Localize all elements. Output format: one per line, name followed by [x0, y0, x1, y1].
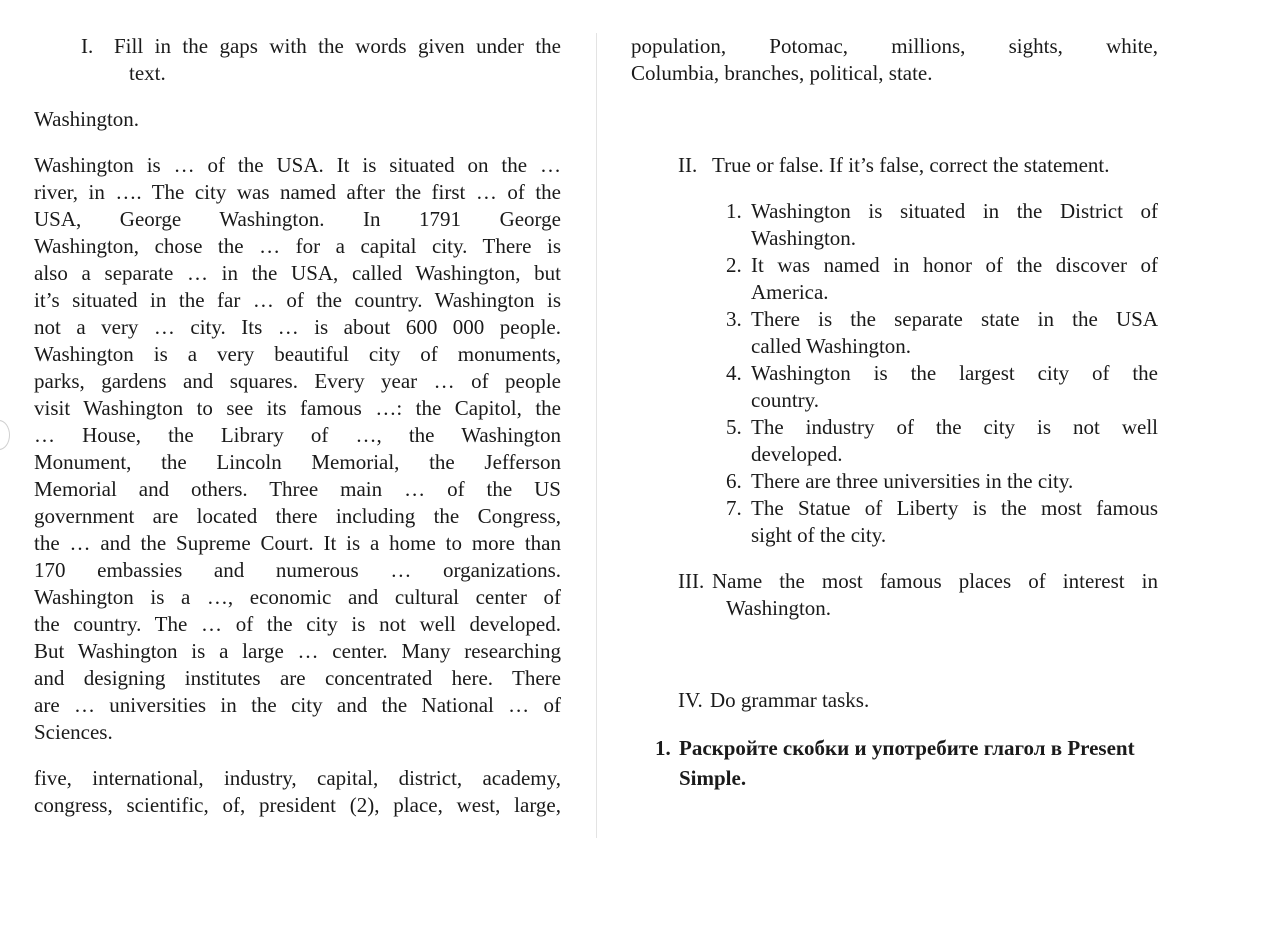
- passage-line: 170 embassies and numerous … organizations.: [34, 558, 561, 582]
- passage-line: the … and the Supreme Court. It is a home to more than: [34, 531, 561, 555]
- right-column: [631, 33, 1158, 793]
- section-3-title-line-1: Name the most famous places of interest in: [712, 569, 1158, 593]
- passage-line: also a separate … in the USA, called Washington, but: [34, 261, 561, 285]
- section-1-title-line-2: text.: [129, 61, 166, 85]
- section-2-title: True or false. If it’s false, correct the statement.: [712, 153, 1110, 177]
- word-bank-left: [34, 765, 561, 819]
- passage-line: USA, George Washington. In 1791 George: [34, 207, 561, 231]
- item-number: 1.: [726, 199, 742, 223]
- list-item: [726, 360, 1158, 414]
- passage-line: Sciences.: [34, 720, 113, 744]
- word-bank-right: [631, 33, 1158, 87]
- section-1-title-line-1: Fill in the gaps with the words given under the: [114, 34, 561, 58]
- passage-line: not a very … city. Its … is about 600 000 people.: [34, 315, 561, 339]
- item-number: 7.: [726, 496, 742, 520]
- word-bank-line: Columbia, branches, political, state.: [631, 61, 933, 85]
- grammar-task-text: Раскройте скобки и употребите глагол в Present Simple.: [679, 736, 1135, 790]
- item-text: Washington.: [751, 226, 857, 250]
- passage-line: parks, gardens and squares. Every year … of people: [34, 369, 561, 393]
- section-1-heading: [34, 33, 561, 87]
- list-item: [726, 495, 1158, 549]
- passage-line: are … universities in the city and the National … of: [34, 693, 561, 717]
- passage-line: and designing institutes are concentrated here. There: [34, 666, 561, 690]
- item-number: 2.: [726, 253, 742, 277]
- passage-line: Monument, the Lincoln Memorial, the Jefferson: [34, 450, 561, 474]
- passage-line: … House, the Library of …, the Washington: [34, 423, 561, 447]
- item-text: America.: [751, 280, 829, 304]
- item-text: developed.: [751, 442, 843, 466]
- item-text: country.: [751, 388, 820, 412]
- word-bank-line: congress, scientific, of, president (2), place, west, large,: [34, 793, 561, 817]
- item-number: 3.: [726, 307, 742, 331]
- passage: [34, 152, 561, 746]
- section-3-number: III.: [678, 569, 705, 593]
- page-edge-marker: [0, 420, 10, 450]
- item-text: There are three universities in the city.: [751, 469, 1074, 493]
- item-text: The Statue of Liberty is the most famous: [751, 496, 1158, 520]
- item-text: Washington is the largest city of the: [751, 361, 1158, 385]
- passage-line: Memorial and others. Three main … of the US: [34, 477, 561, 501]
- passage-line: it’s situated in the far … of the country. Washington is: [34, 288, 561, 312]
- passage-line: government are located there including the Congress,: [34, 504, 561, 528]
- text-title: Washington.: [34, 107, 140, 131]
- section-4-number: IV.: [678, 688, 703, 712]
- item-text: Washington is situated in the District of: [751, 199, 1158, 223]
- section-2-number: II.: [678, 153, 698, 177]
- grammar-task-1: [631, 733, 1158, 793]
- passage-line: But Washington is a large … center. Many researching: [34, 639, 561, 663]
- passage-line: the country. The … of the city is not well developed.: [34, 612, 561, 636]
- item-text: called Washington.: [751, 334, 912, 358]
- list-item: [726, 252, 1158, 306]
- list-item: [726, 414, 1158, 468]
- passage-line: visit Washington to see its famous …: the Capitol, the: [34, 396, 561, 420]
- word-bank-line: population, Potomac, millions, sights, white,: [631, 34, 1158, 58]
- word-bank-line: five, international, industry, capital, district, academy,: [34, 766, 561, 790]
- section-2-heading: [631, 152, 1158, 179]
- true-false-list: [631, 198, 1158, 549]
- passage-line: river, in …. The city was named after the first … of the: [34, 180, 561, 204]
- section-1-number: I.: [81, 34, 94, 58]
- section-4-heading: [631, 687, 1158, 714]
- item-number: 6.: [726, 469, 742, 493]
- passage-line: Washington is a …, economic and cultural center of: [34, 585, 561, 609]
- passage-line: Washington is … of the USA. It is situated on the …: [34, 153, 561, 177]
- passage-line: Washington, chose the … for a capital city. There is: [34, 234, 561, 258]
- left-column: [34, 33, 561, 819]
- passage-line: Washington is a very beautiful city of monuments,: [34, 342, 561, 366]
- item-text: The industry of the city is not well: [751, 415, 1158, 439]
- section-3-heading: [631, 568, 1158, 622]
- item-number: 5.: [726, 415, 742, 439]
- grammar-task-number: 1.: [655, 736, 671, 760]
- section-3-title-line-2: Washington.: [726, 596, 832, 620]
- column-divider: [596, 33, 597, 838]
- list-item: [726, 198, 1158, 252]
- section-4-title: Do grammar tasks.: [710, 688, 870, 712]
- list-item: [726, 306, 1158, 360]
- item-text: It was named in honor of the discover of: [751, 253, 1158, 277]
- item-number: 4.: [726, 361, 742, 385]
- list-item: [726, 468, 1158, 495]
- item-text: There is the separate state in the USA: [751, 307, 1158, 331]
- item-text: sight of the city.: [751, 523, 887, 547]
